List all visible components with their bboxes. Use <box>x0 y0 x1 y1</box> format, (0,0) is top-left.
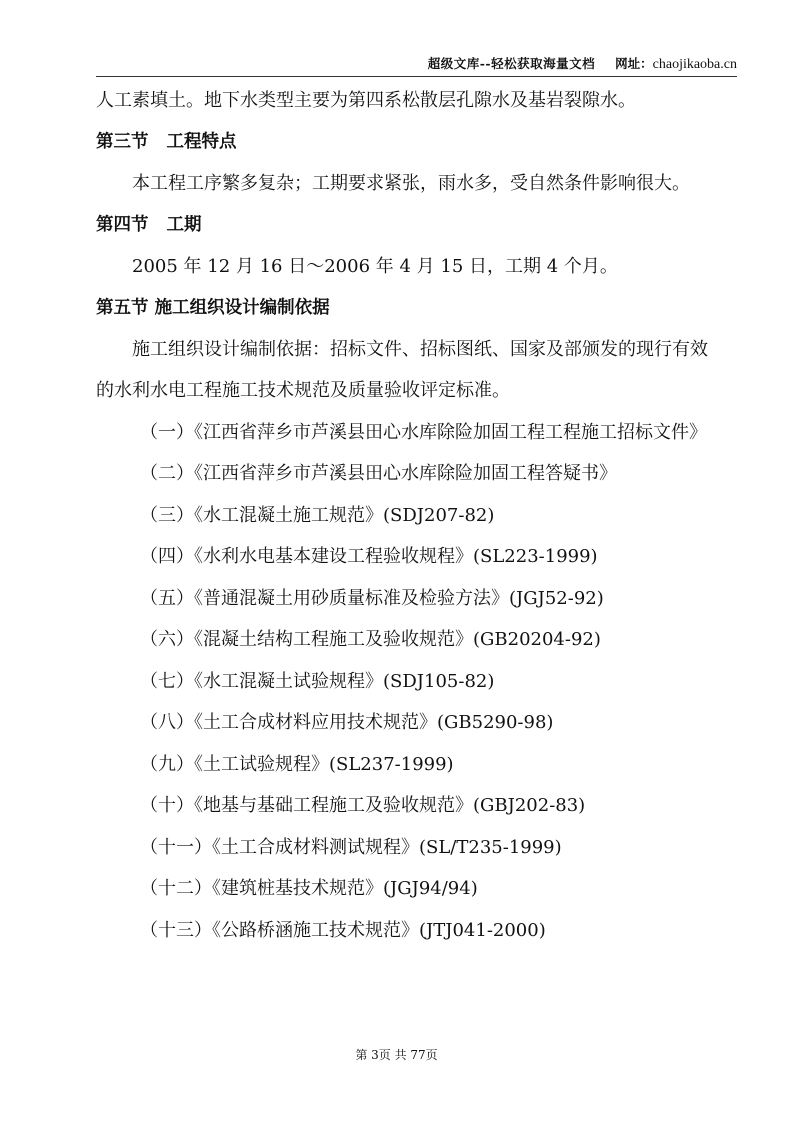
reference-item: （十一）《土工合成材料测试规程》(SL/T235-1999) <box>140 837 562 858</box>
section5-paragraph-line2: 的水利水电工程施工技术规范及质量验收评定标准。 <box>96 380 510 401</box>
body-line-continuation: 人工素填土。地下水类型主要为第四系松散层孔隙水及基岩裂隙水。 <box>96 90 636 111</box>
section4-heading <box>96 213 737 237</box>
reference-item: （六）《混凝土结构工程施工及验收规范》(GB20204-92) <box>140 629 601 650</box>
section4-title: 工期 <box>166 215 202 235</box>
reference-item: （三）《水工混凝土施工规范》(SDJ207-82) <box>140 505 495 526</box>
reference-item: （二）《江西省萍乡市芦溪县田心水库除险加固工程答疑书》 <box>140 463 617 484</box>
section3-paragraph: 本工程工序繁多复杂；工期要求紧张，雨水多，受自然条件影响很大。 <box>132 173 690 194</box>
reference-item: （十）《地基与基础工程施工及验收规范》(GBJ202-83) <box>140 795 586 816</box>
header-url: chaojikaoba.cn <box>652 57 737 72</box>
reference-item: （一）《江西省萍乡市芦溪县田心水库除险加固工程工程施工招标文件》 <box>140 422 707 443</box>
section4-paragraph: 2005 年 12 月 16 日～2006 年 4 月 15 日，工期 4 个月。 <box>132 256 618 277</box>
header-site-name: 超级文库--轻松获取海量文档 <box>427 56 596 71</box>
reference-item: （九）《土工试验规程》(SL237-1999) <box>140 754 454 775</box>
section4-number: 第四节 <box>96 215 149 235</box>
section3-number: 第三节 <box>96 132 149 152</box>
header-url-label: 网址： <box>615 56 653 71</box>
section3-title: 工程特点 <box>166 132 237 152</box>
section5-paragraph-line1: 施工组织设计编制依据：招标文件、招标图纸、国家及部颁发的现行有效 <box>132 339 708 360</box>
reference-item: （七）《水工混凝土试验规程》(SDJ105-82) <box>140 671 495 692</box>
reference-item: （十二）《建筑桩基技术规范》(JGJ94/94) <box>140 878 478 899</box>
section3-heading <box>96 130 737 154</box>
reference-item: （八）《土工合成材料应用技术规范》(GB5290-98) <box>140 712 554 733</box>
reference-item: （四）《水利水电基本建设工程验收规程》(SL223-1999) <box>140 546 598 567</box>
page-number-footer: 第 3页 共 77页 <box>355 1048 438 1062</box>
page-header <box>96 54 737 77</box>
reference-item: （五）《普通混凝土用砂质量标准及检验方法》(JGJ52-92) <box>140 588 604 609</box>
reference-item: （十三）《公路桥涵施工技术规范》(JTJ041-2000) <box>140 920 546 941</box>
section5-heading: 第五节 施工组织设计编制依据 <box>96 298 330 318</box>
